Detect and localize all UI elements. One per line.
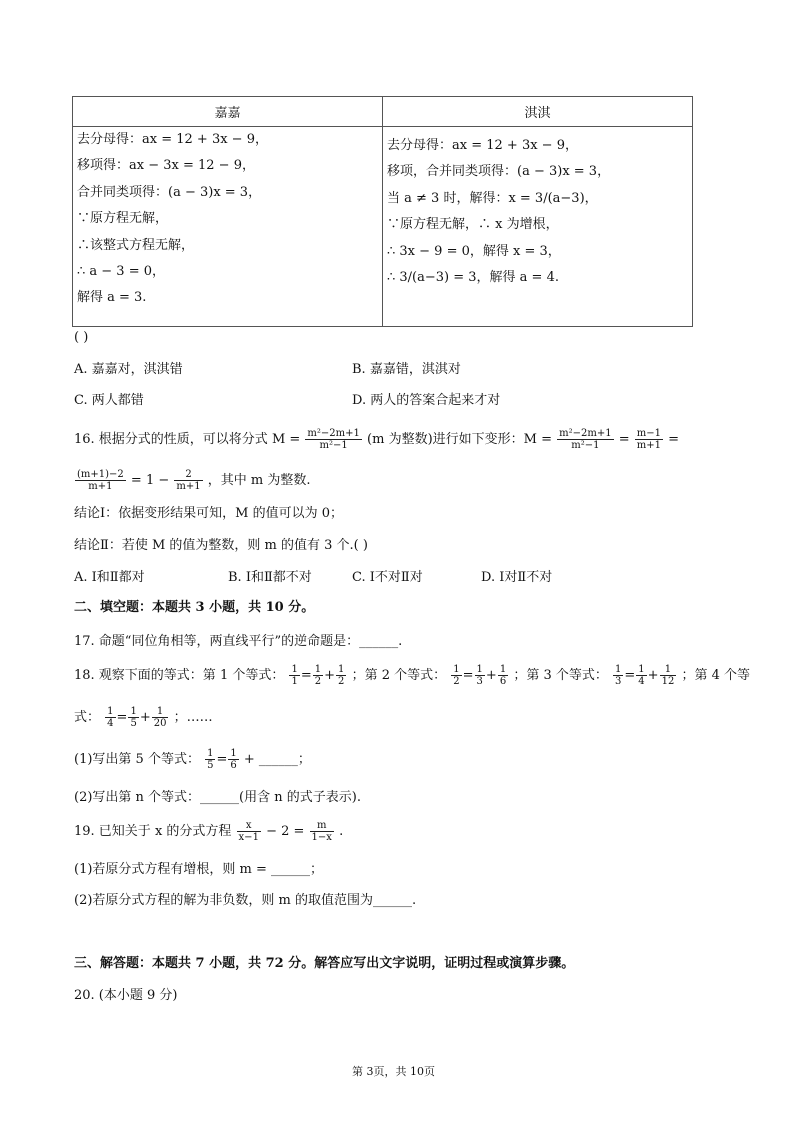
q16-conclusion-1: 结论Ⅰ：依据变形结果可知，M 的值可以为 0；: [74, 506, 343, 521]
jiajia-step: 移项得：ax − 3x = 12 − 9，: [77, 158, 255, 174]
q15-answer-paren: ( ): [74, 330, 89, 345]
q18-sub2: (2)写出第 n 个等式：______(用含 n 的式子表示).: [74, 790, 361, 805]
q18-line1: 18. 观察下面的等式：第 1 个等式： $\frac{1}{1}$ = $\frac{1}{2}$ + $\frac{1}{2}$ ；第 2 个等式： $\frac{1}{2}$ = $\frac{1}{3}$ + $\frac{1}{6}$ ；第 3 个等式： $\frac{1}{3}$ = $\frac{1}{4}$ + $\frac{1}{12}$ ；第 4 个等: [74, 664, 750, 687]
q18-text: 18. 观察下面的等式：第 1 个等式：: [74, 668, 285, 683]
q18-text: ；第 4 个等: [681, 668, 750, 683]
q19-text: 19. 已知关于 x 的分式方程: [74, 824, 232, 839]
q18-text: (1)写出第 5 个等式：: [74, 752, 200, 767]
q16-fraction: $\frac{\text{m²−2m+1}}{\text{m²−1}}$: [307, 428, 360, 451]
eq-fraction: $\frac{1}{3}$: [615, 664, 622, 687]
q19-fraction: $\frac{x}{x-1}$: [238, 820, 259, 843]
q19-fraction: $\frac{m}{1-x}$: [311, 820, 332, 843]
q16-text-a: 16. 根据分式的性质，可以将分式 M =: [74, 432, 301, 447]
q16-fraction: $\frac{\text{m²−2m+1}}{\text{m²−1}}$: [559, 428, 612, 451]
q16-option-c: C. Ⅰ不对Ⅱ对: [352, 570, 423, 585]
table-header-qiqi: 淇淇: [383, 97, 693, 127]
q19-text: − 2 =: [266, 824, 305, 839]
q16-fraction: $\frac{2}{m+1}$: [176, 469, 201, 492]
q15-option-b: B. 嘉嘉错，淇淇对: [352, 362, 461, 377]
q19-sub2: (2)若原分式方程的解为非负数，则 m 的取值范围为______.: [74, 893, 417, 908]
q16-conclusion-2: 结论Ⅱ：若使 M 的值为整数，则 m 的值有 3 个.( ): [74, 538, 368, 553]
eq-fraction: $\frac{1}{1}$: [291, 664, 298, 687]
eq-fraction: $\frac{1}{4}$: [107, 706, 114, 729]
section-2-heading: 二、填空题：本题共 3 小题，共 10 分。: [74, 600, 315, 615]
jiajia-step: 去分母得：ax = 12 + 3x − 9，: [77, 132, 268, 147]
q18-text: ；第 3 个等式：: [513, 668, 608, 683]
q20-text: 20. (本小题 9 分): [74, 988, 178, 1003]
jiajia-step: ∴该整式方程无解，: [77, 237, 195, 253]
q18-text: ；……: [173, 710, 213, 725]
eq-fraction: $\frac{1}{2}$: [453, 664, 460, 687]
eq-fraction: $\frac{1}{3}$: [476, 664, 483, 687]
q18-text: 式：: [74, 710, 101, 725]
q16-fraction: $\frac{(m+1)-2}{m+1}$: [77, 469, 124, 492]
qiqi-step: 移项，合并同类项得：(a − 3)x = 3，: [387, 164, 611, 180]
q16-text-c: =: [618, 432, 630, 447]
comparison-table: [72, 96, 693, 327]
q18-sub1: (1)写出第 5 个等式： $\frac{1}{5}$ = $\frac{1}{6}$ + ______；: [74, 748, 311, 771]
eq-fraction: $\frac{1}{5}$: [207, 748, 214, 771]
q19-sub1: (1)若原分式方程有增根，则 m = ______；: [74, 862, 324, 877]
eq-fraction: $\frac{1}{2}$: [314, 664, 322, 687]
qiqi-step: ∴ 3x − 9 = 0，解得 x = 3，: [387, 243, 561, 259]
q18-line2: 式： $\frac{1}{4}$ = $\frac{1}{5}$ + $\frac{1}{20}$ ；……: [74, 706, 213, 729]
q18-text: ；第 2 个等式：: [351, 668, 447, 683]
eq-fraction: $\frac{1}{4}$: [638, 664, 645, 687]
qiqi-step: 去分母得：ax = 12 + 3x − 9，: [387, 138, 578, 153]
jiajia-step: ∴ a − 3 = 0，: [77, 263, 166, 279]
eq-fraction: $\frac{1}{12}$: [661, 664, 675, 687]
q16-text-d: =: [668, 432, 680, 447]
eq-fraction: $\frac{1}{20}$: [153, 706, 167, 729]
q16-text-e: = 1 −: [130, 473, 170, 488]
section-3-heading: 三、解答题：本题共 7 小题，共 72 分。解答应写出文字说明，证明过程或演算步骤。: [74, 956, 575, 971]
qiqi-step: ∴ 3/(a−3) = 3，解得 a = 4.: [387, 269, 559, 285]
qiqi-solution: [383, 127, 693, 327]
eq-fraction: $\frac{1}{5}$: [130, 706, 137, 729]
qiqi-step: ∵原方程无解，∴ x 为增根，: [387, 217, 559, 233]
jiajia-solution: [73, 127, 383, 327]
q16-line1: [74, 428, 679, 451]
jiajia-step: ∵原方程无解，: [77, 211, 169, 227]
jiajia-step: 解得 a = 3.: [77, 290, 147, 306]
q17-text: 17. 命题“同位角相等，两直线平行”的逆命题是：______.: [74, 634, 403, 649]
q16-text-b: (m 为整数)进行如下变形：M =: [367, 432, 552, 447]
q16-text-f: ，其中 m 为整数.: [207, 473, 311, 488]
q16-option-b: B. Ⅰ和Ⅱ都不对: [228, 570, 312, 585]
q16-option-d: D. Ⅰ对Ⅱ不对: [481, 570, 553, 585]
q19-text: .: [339, 824, 344, 839]
q15-option-c: C. 两人都错: [74, 393, 144, 408]
jiajia-step: 合并同类项得：(a − 3)x = 3，: [77, 184, 262, 200]
q16-option-a: A. Ⅰ和Ⅱ都对: [74, 570, 145, 585]
q15-option-a: A. 嘉嘉对，淇淇错: [74, 362, 183, 377]
eq-fraction: $\frac{1}{2}$: [338, 664, 345, 687]
q18-text: + ______；: [243, 752, 311, 767]
q15-option-d: D. 两人的答案合起来才对: [352, 393, 501, 408]
qiqi-step: 当 a ≠ 3 时，解得：x = 3/(a−3)，: [387, 190, 598, 206]
q16-fraction: $\frac{m-1}{m+1}$: [636, 428, 662, 451]
table-header-jiajia: 嘉嘉: [73, 97, 383, 127]
q16-line2: [74, 469, 311, 492]
page-footer: 第 3页，共 10页: [352, 1065, 435, 1078]
eq-fraction: $\frac{1}{6}$: [499, 664, 507, 687]
q19-line1: [74, 820, 343, 844]
eq-fraction: $\frac{1}{6}$: [230, 748, 237, 771]
